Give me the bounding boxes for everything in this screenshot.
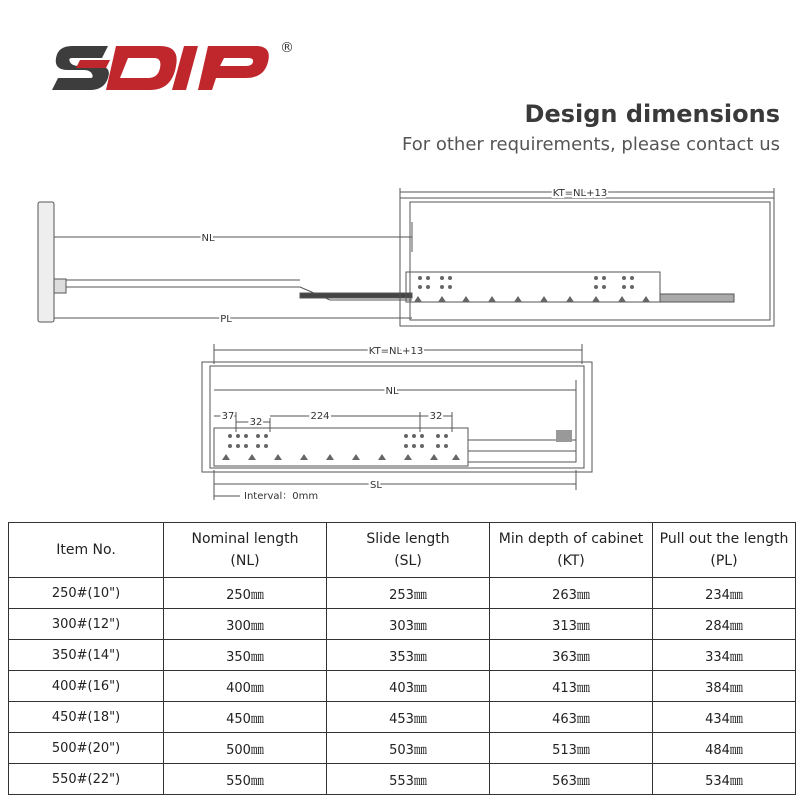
page-subtitle: For other requirements, please contact us: [402, 134, 780, 155]
header-min-depth-abbr: (KT): [557, 553, 585, 569]
header-nominal-length-abbr: (NL): [230, 553, 260, 569]
cell-sl: 253㎜: [327, 578, 490, 609]
cell-sl: 353㎜: [327, 640, 490, 671]
cell-sl: 453㎜: [327, 702, 490, 733]
cell-nl: 350㎜: [164, 640, 327, 671]
cell-item-no: 250#(10"): [9, 578, 164, 609]
cell-item-no: 450#(18"): [9, 702, 164, 733]
header-slide-length-abbr: (SL): [394, 553, 422, 569]
top-pl-label: PL: [220, 314, 232, 325]
table-row: [9, 609, 796, 640]
extended-drawer-view: [38, 188, 774, 326]
cell-nl: 250㎜: [164, 578, 327, 609]
cell-item-no: 400#(16"): [9, 671, 164, 702]
header-pull-out-length-label: Pull out the length: [659, 531, 789, 547]
cell-item-no: 350#(14"): [9, 640, 164, 671]
slide-plate-bottom: [214, 428, 468, 466]
table-row: [9, 702, 796, 733]
cabinet-outline: [400, 198, 774, 326]
header-min-depth-label: Min depth of cabinet: [498, 531, 644, 547]
cell-pl: 384㎜: [653, 671, 796, 702]
bottom-slide-holes: [222, 430, 572, 460]
dim-224-label: 224: [310, 411, 330, 422]
cell-nl: 550㎜: [164, 764, 327, 795]
cell-sl: 403㎜: [327, 671, 490, 702]
table-row: [9, 764, 796, 795]
header-slide-length-label: Slide length: [366, 531, 450, 547]
dim-37-label: 37: [221, 411, 235, 422]
header-nominal-length-label: Nominal length: [191, 531, 299, 547]
cell-pl: 334㎜: [653, 640, 796, 671]
table-header-row: [9, 523, 796, 578]
cell-pl: 434㎜: [653, 702, 796, 733]
table-row: [9, 733, 796, 764]
table-row: [9, 578, 796, 609]
header-nominal-length: [164, 523, 327, 578]
interval-label: Interval：0mm: [244, 491, 319, 502]
cell-kt: 313㎜: [490, 609, 653, 640]
header-slide-length: [327, 523, 490, 578]
cabinet-inner-bottom: [210, 366, 584, 468]
slide-rail-body: [300, 293, 412, 298]
cell-item-no: 300#(12"): [9, 609, 164, 640]
top-slide-holes: [414, 276, 650, 302]
rear-bracket: [556, 430, 572, 442]
cell-item-no: 500#(20"): [9, 733, 164, 764]
cell-nl: 450㎜: [164, 702, 327, 733]
cell-kt: 563㎜: [490, 764, 653, 795]
cell-sl: 553㎜: [327, 764, 490, 795]
table-row: [9, 671, 796, 702]
cell-sl: 303㎜: [327, 609, 490, 640]
slide-rear-rail: [660, 294, 734, 302]
page-title: Design dimensions: [524, 100, 780, 128]
top-nl-label: NL: [201, 233, 215, 244]
cell-kt: 363㎜: [490, 640, 653, 671]
drawer-front-panel: [38, 202, 54, 322]
header-item-no: [9, 523, 164, 578]
cell-kt: 413㎜: [490, 671, 653, 702]
dim-32-right-label: 32: [429, 411, 443, 422]
sl-label: SL: [370, 480, 382, 491]
header-min-depth: [490, 523, 653, 578]
dim-32-left-label: 32: [249, 417, 263, 428]
table-row: [9, 640, 796, 671]
cell-sl: 503㎜: [327, 733, 490, 764]
header-pull-out-length: [653, 523, 796, 578]
cell-kt: 263㎜: [490, 578, 653, 609]
cell-pl: 534㎜: [653, 764, 796, 795]
cell-nl: 500㎜: [164, 733, 327, 764]
cell-item-no: 550#(22"): [9, 764, 164, 795]
bottom-kt-label: KT=NL+13: [368, 346, 424, 357]
cell-nl: 300㎜: [164, 609, 327, 640]
bottom-nl-label: NL: [385, 386, 399, 397]
cell-pl: 284㎜: [653, 609, 796, 640]
top-kt-label: KT=NL+13: [552, 188, 608, 199]
cell-pl: 484㎜: [653, 733, 796, 764]
header-item-no-label: Item No.: [56, 542, 116, 558]
header-pull-out-length-abbr: (PL): [710, 553, 738, 569]
cell-kt: 513㎜: [490, 733, 653, 764]
slide-front-bracket: [54, 279, 66, 293]
cell-kt: 463㎜: [490, 702, 653, 733]
dimension-spec-table: [8, 522, 796, 795]
registered-mark: ®: [280, 40, 294, 56]
cell-pl: 234㎜: [653, 578, 796, 609]
cell-nl: 400㎜: [164, 671, 327, 702]
